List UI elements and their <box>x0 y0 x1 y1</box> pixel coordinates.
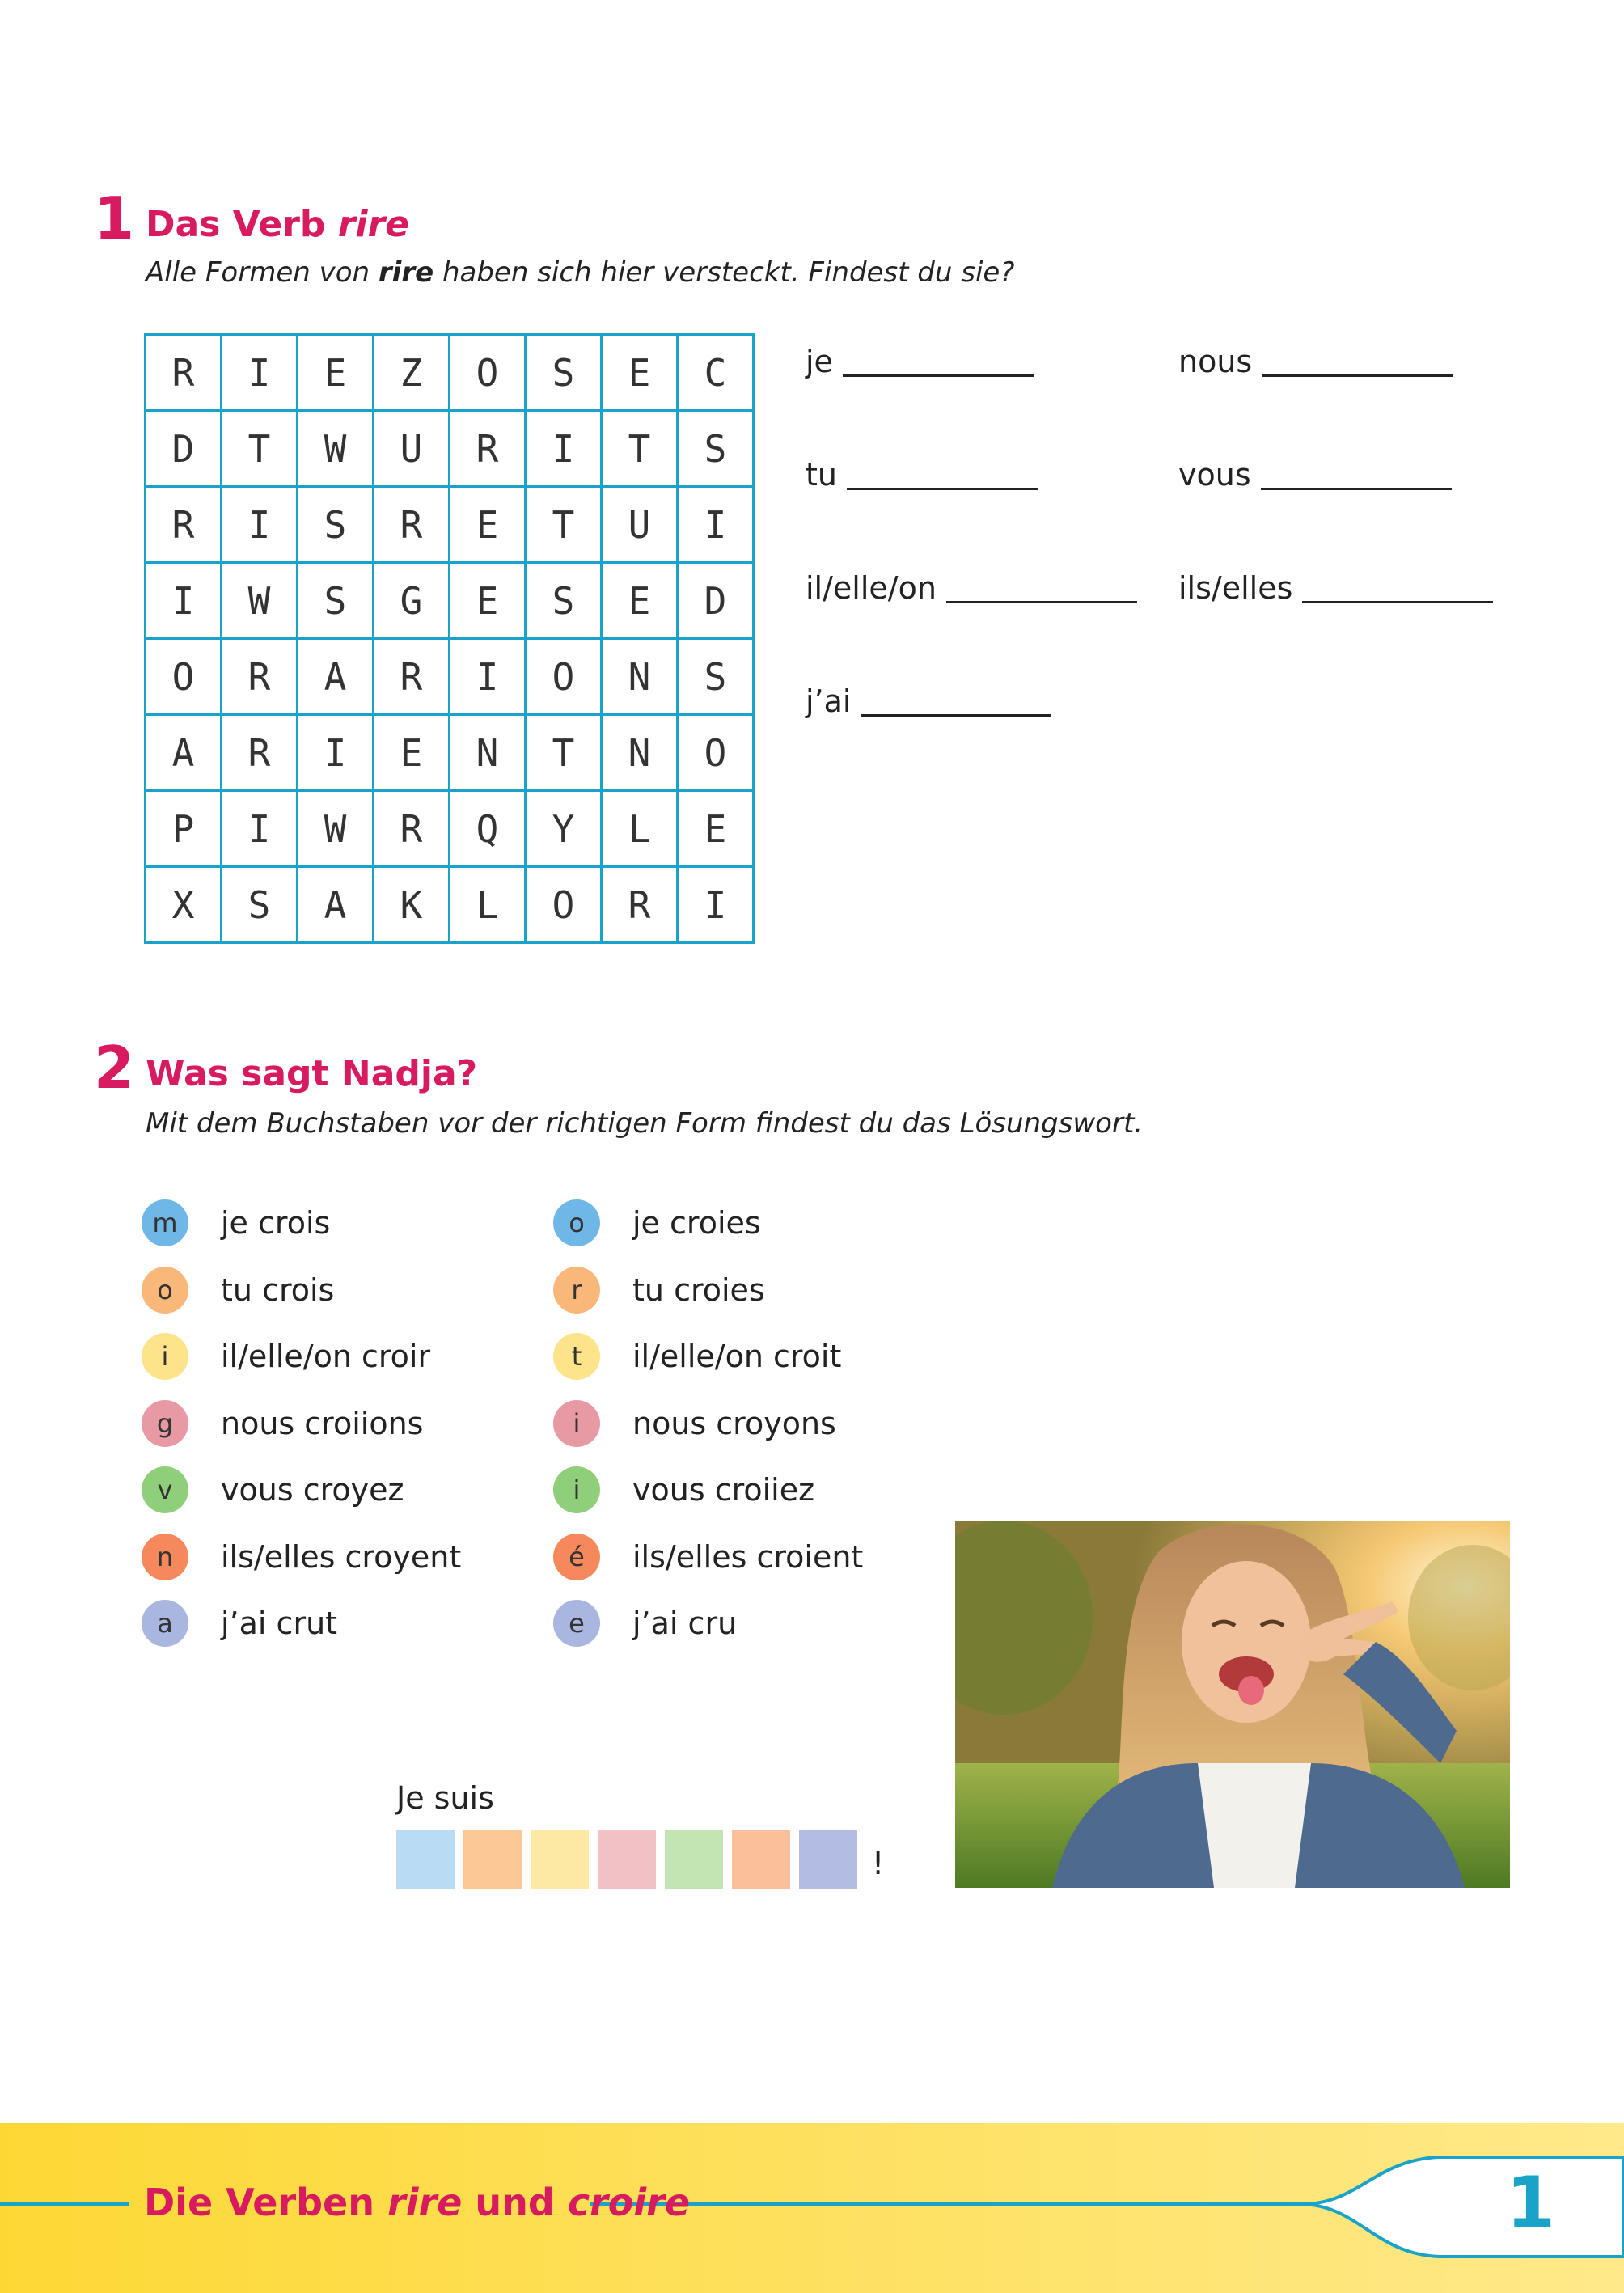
grid-cell[interactable]: T <box>602 411 678 487</box>
exercise-1-number: 1 <box>94 184 135 252</box>
grid-cell[interactable]: L <box>602 791 678 867</box>
answer-box[interactable] <box>531 1830 589 1889</box>
exercise-2-title: Was sagt Nadja? <box>146 1053 478 1094</box>
choice-item[interactable] <box>142 1600 337 1647</box>
pronoun-label: je <box>806 344 833 379</box>
choice-text: vous croiiez <box>632 1472 815 1508</box>
letter-dot: t <box>553 1333 600 1380</box>
choice-item[interactable] <box>553 1333 841 1380</box>
grid-cell[interactable]: S <box>298 487 374 563</box>
grid-cell[interactable]: I <box>222 791 298 867</box>
title-verb: rire <box>337 204 410 245</box>
grid-cell[interactable]: S <box>526 563 602 639</box>
grid-cell[interactable]: I <box>222 335 298 411</box>
word-search-grid <box>144 333 755 944</box>
choice-item[interactable] <box>553 1600 737 1647</box>
grid-cell[interactable]: I <box>298 715 374 791</box>
grid-cell[interactable]: N <box>602 639 678 715</box>
grid-cell[interactable]: Q <box>450 791 526 867</box>
grid-cell[interactable]: I <box>450 639 526 715</box>
grid-cell[interactable]: T <box>222 411 298 487</box>
fill-ils <box>1178 570 1493 606</box>
grid-cell[interactable]: A <box>298 639 374 715</box>
answer-line[interactable] <box>1261 465 1452 490</box>
exercise-2-instruction: Mit dem Buchstaben vor der richtigen Form findest du das Lösungswort. <box>146 1107 1144 1140</box>
grid-cell[interactable]: S <box>678 639 754 715</box>
fill-tu <box>806 457 1038 493</box>
girl-photo <box>955 1521 1510 1888</box>
choice-text: vous croyez <box>221 1472 404 1508</box>
grid-cell[interactable]: O <box>526 867 602 943</box>
pronoun-label: tu <box>806 457 837 493</box>
grid-cell[interactable]: T <box>526 715 602 791</box>
grid-cell[interactable]: R <box>146 335 222 411</box>
letter-dot: v <box>142 1466 188 1513</box>
letter-dot: i <box>142 1333 188 1380</box>
grid-cell[interactable]: S <box>222 867 298 943</box>
footer-verb-rire: rire <box>387 2181 463 2224</box>
answer-box[interactable] <box>732 1830 790 1889</box>
answer-line[interactable] <box>843 352 1034 377</box>
choice-item[interactable] <box>142 1466 404 1513</box>
grid-cell[interactable]: C <box>678 335 754 411</box>
fill-nous <box>1178 346 1453 377</box>
grid-row <box>146 791 754 867</box>
answer-suffix: ! <box>872 1846 885 1881</box>
footer-verb-croire: croire <box>567 2181 691 2224</box>
grid-cell[interactable]: R <box>374 639 450 715</box>
grid-row <box>146 715 754 791</box>
choice-text: nous croiions <box>221 1405 424 1441</box>
footer-title <box>144 2181 691 2224</box>
answer-line[interactable] <box>946 578 1137 603</box>
fill-vous <box>1178 457 1452 493</box>
grid-cell[interactable]: A <box>146 715 222 791</box>
choice-item[interactable] <box>553 1466 814 1513</box>
instr-part: Alle Formen von <box>146 256 379 289</box>
grid-cell[interactable]: R <box>602 867 678 943</box>
fill-il <box>806 570 1137 606</box>
grid-cell[interactable]: R <box>450 411 526 487</box>
grid-cell[interactable]: R <box>222 639 298 715</box>
footer-text: Die Verben <box>144 2181 388 2224</box>
grid-cell[interactable]: N <box>450 715 526 791</box>
choice-text: il/elle/on croit <box>632 1339 842 1374</box>
grid-cell[interactable]: U <box>374 411 450 487</box>
choice-item[interactable] <box>142 1267 334 1314</box>
choice-text: je croies <box>632 1205 761 1241</box>
grid-cell[interactable]: W <box>298 411 374 487</box>
grid-cell[interactable]: O <box>526 639 602 715</box>
grid-cell[interactable]: O <box>678 715 754 791</box>
choice-text: il/elle/on croir <box>221 1339 431 1374</box>
grid-row <box>146 487 754 563</box>
instr-part: haben sich hier versteckt. Findest du sie? <box>433 256 1015 289</box>
grid-cell[interactable]: W <box>222 563 298 639</box>
choice-text: ils/elles croyent <box>221 1538 462 1575</box>
grid-cell[interactable]: K <box>374 867 450 943</box>
choice-item[interactable] <box>142 1333 430 1380</box>
grid-cell[interactable]: E <box>374 715 450 791</box>
grid-row <box>146 335 754 411</box>
letter-dot: r <box>553 1267 600 1314</box>
grid-cell[interactable]: S <box>298 563 374 639</box>
choice-item[interactable] <box>553 1267 765 1314</box>
grid-cell[interactable]: L <box>450 867 526 943</box>
grid-row <box>146 563 754 639</box>
choice-item[interactable] <box>142 1400 423 1447</box>
answer-box[interactable] <box>799 1830 857 1889</box>
exercise-2-number: 2 <box>94 1034 135 1102</box>
grid-cell[interactable]: W <box>298 791 374 867</box>
grid-cell[interactable]: E <box>602 335 678 411</box>
letter-dot: é <box>553 1534 600 1580</box>
answer-line[interactable] <box>1302 578 1493 603</box>
grid-cell[interactable]: A <box>298 867 374 943</box>
grid-cell[interactable]: E <box>602 563 678 639</box>
choice-text: je crois <box>221 1205 331 1241</box>
grid-cell[interactable]: I <box>678 487 754 563</box>
letter-dot: o <box>142 1267 188 1314</box>
choice-text: j’ai crut <box>221 1606 338 1641</box>
answer-line[interactable] <box>861 692 1051 717</box>
grid-cell[interactable]: G <box>374 563 450 639</box>
grid-cell[interactable]: S <box>678 411 754 487</box>
grid-cell[interactable]: P <box>146 791 222 867</box>
grid-cell[interactable]: E <box>450 487 526 563</box>
choice-text: j’ai cru <box>632 1606 738 1641</box>
pronoun-label: vous <box>1178 457 1251 493</box>
grid-cell[interactable]: R <box>222 715 298 791</box>
grid-cell[interactable]: Z <box>374 335 450 411</box>
grid-row <box>146 411 754 487</box>
pronoun-label: ils/elles <box>1178 570 1293 606</box>
choice-item[interactable] <box>142 1199 330 1246</box>
grid-cell[interactable]: I <box>146 563 222 639</box>
grid-row <box>146 639 754 715</box>
title-text: Das Verb <box>146 204 338 245</box>
exercise-1-title <box>146 204 410 245</box>
grid-cell[interactable]: I <box>678 867 754 943</box>
grid-cell[interactable]: E <box>450 563 526 639</box>
letter-dot: m <box>142 1199 188 1246</box>
grid-cell[interactable]: E <box>298 335 374 411</box>
answer-box[interactable] <box>463 1830 522 1889</box>
choice-text: tu croies <box>632 1271 765 1308</box>
grid-cell[interactable]: I <box>526 411 602 487</box>
grid-cell[interactable]: E <box>678 791 754 867</box>
grid-cell[interactable]: S <box>526 335 602 411</box>
fill-jai <box>806 683 1051 719</box>
grid-cell[interactable]: U <box>602 487 678 563</box>
answer-line[interactable] <box>847 465 1038 490</box>
grid-row <box>146 867 754 943</box>
grid-cell[interactable]: R <box>146 487 222 563</box>
choice-item[interactable] <box>553 1199 761 1246</box>
letter-dot: o <box>553 1199 600 1246</box>
grid-cell[interactable]: O <box>146 639 222 715</box>
answer-box[interactable] <box>396 1830 455 1889</box>
grid-cell[interactable]: T <box>526 487 602 563</box>
letter-dot: a <box>142 1600 188 1647</box>
page-number: 1 <box>1506 2161 1556 2244</box>
choice-item[interactable] <box>553 1400 836 1447</box>
grid-cell[interactable]: R <box>374 791 450 867</box>
exercise-1-instruction <box>146 256 1015 289</box>
grid-cell[interactable]: R <box>374 487 450 563</box>
letter-dot: n <box>142 1534 188 1580</box>
answer-line[interactable] <box>1262 352 1453 377</box>
grid-cell[interactable]: O <box>450 335 526 411</box>
answer-prefix: Je suis <box>396 1780 494 1816</box>
choice-text: ils/elles croient <box>632 1538 864 1575</box>
fill-je <box>806 346 1034 377</box>
grid-cell[interactable]: Y <box>526 791 602 867</box>
choice-item[interactable] <box>142 1534 461 1580</box>
letter-dot: e <box>553 1600 600 1647</box>
letter-dot: g <box>142 1400 188 1447</box>
choice-text: tu crois <box>221 1271 335 1308</box>
answer-box[interactable] <box>665 1830 723 1889</box>
answer-box[interactable] <box>598 1830 656 1889</box>
footer-text: und <box>462 2181 568 2224</box>
letter-dot: i <box>553 1400 600 1447</box>
pronoun-label: j’ai <box>806 683 852 719</box>
pronoun-label: nous <box>1178 344 1253 379</box>
letter-dot: i <box>553 1466 600 1513</box>
pronoun-label: il/elle/on <box>806 570 937 606</box>
grid-cell[interactable]: X <box>146 867 222 943</box>
grid-cell[interactable]: D <box>678 563 754 639</box>
instr-bold: rire <box>378 256 434 289</box>
grid-cell[interactable]: N <box>602 715 678 791</box>
choice-text: nous croyons <box>632 1405 836 1441</box>
choice-item[interactable] <box>553 1534 863 1580</box>
grid-cell[interactable]: D <box>146 411 222 487</box>
grid-cell[interactable]: I <box>222 487 298 563</box>
